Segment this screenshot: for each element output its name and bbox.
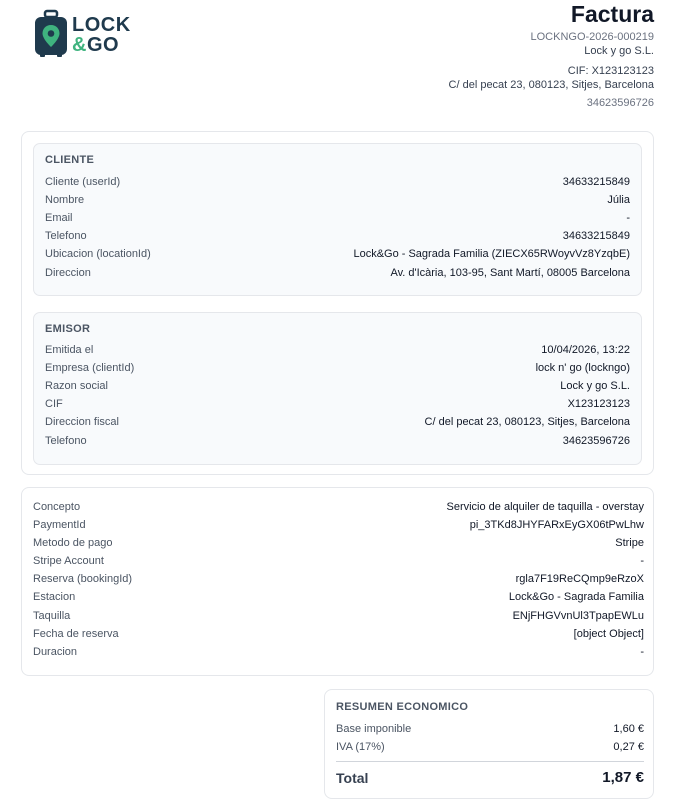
detail-row: [33, 588, 644, 606]
total-row: [336, 767, 644, 789]
row-label: Ubicacion (locationId): [45, 248, 151, 260]
emisor-row: [45, 341, 630, 359]
row-label: Concepto: [33, 501, 81, 513]
page-title: Factura: [570, 1, 654, 27]
row-value: X123123123: [567, 398, 630, 410]
row-value: lock n' go (lockngo): [535, 362, 630, 374]
row-label: Razon social: [45, 380, 108, 392]
detail-row: [33, 534, 644, 552]
row-value: Lock&Go - Sagrada Familia: [508, 591, 644, 603]
row-label: Direccion: [45, 267, 91, 279]
row-value: 34633215849: [562, 176, 630, 188]
cliente-row: [45, 173, 630, 191]
issuer-phone: 34623596726: [586, 97, 654, 109]
row-label: Taquilla: [33, 610, 71, 622]
row-label: Empresa (clientId): [45, 362, 135, 374]
emisor-title: EMISOR: [45, 323, 91, 335]
row-value: rgla7F19ReCQmp9eRzoX: [515, 573, 644, 585]
cliente-row: [45, 264, 630, 282]
row-value: 0,27 €: [613, 741, 644, 753]
row-value: -: [626, 212, 630, 224]
row-value: 10/04/2026, 13:22: [541, 344, 630, 356]
cliente-title: CLIENTE: [45, 154, 95, 166]
issuer-cif: CIF: X123123123: [567, 65, 654, 77]
row-label: Stripe Account: [33, 555, 104, 567]
row-label: Telefono: [45, 230, 87, 242]
emisor-row: [45, 432, 630, 450]
detail-row: [33, 498, 644, 516]
row-value: Stripe: [615, 537, 644, 549]
row-value: 34633215849: [562, 230, 630, 242]
row-label: Nombre: [45, 194, 85, 206]
row-value: Lock&Go - Sagrada Familia (ZIECX65RWoyvVz8YzqbE): [353, 248, 630, 260]
brand-wordmark: [72, 15, 131, 55]
detail-row: [33, 552, 644, 570]
row-label: Reserva (bookingId): [33, 573, 133, 585]
detail-row: [33, 643, 644, 661]
row-label: Email: [45, 212, 73, 224]
row-label: Cliente (userId): [45, 176, 121, 188]
summary-row: [336, 720, 644, 738]
row-label: Fecha de reserva: [33, 628, 119, 640]
detail-row: [33, 607, 644, 625]
row-label: CIF: [45, 398, 63, 410]
row-label: Emitida el: [45, 344, 94, 356]
total-label: Total: [336, 770, 369, 786]
emisor-row: [45, 395, 630, 413]
cliente-row: [45, 209, 630, 227]
row-value: Av. d'Icària, 103-95, Sant Martí, 08005 Barcelona: [390, 267, 630, 279]
emisor-section: [33, 312, 642, 465]
invoice-details-card: [21, 487, 654, 676]
row-label: Telefono: [45, 435, 87, 447]
emisor-row: [45, 359, 630, 377]
issuer-company: Lock y go S.L.: [584, 45, 654, 57]
row-value: 34623596726: [562, 435, 630, 447]
row-value: pi_3TKd8JHYFARxEyGX06tPwLhw: [469, 519, 644, 531]
emisor-row: [45, 413, 630, 431]
row-value: Júlia: [607, 194, 630, 206]
row-value: -: [640, 646, 644, 658]
row-label: Base imponible: [336, 723, 412, 735]
invoice-header: [449, 0, 654, 110]
logo-amp: &: [72, 34, 87, 56]
row-label: Metodo de pago: [33, 537, 113, 549]
row-label: PaymentId: [33, 519, 86, 531]
row-label: Duracion: [33, 646, 78, 658]
row-label: Direccion fiscal: [45, 416, 119, 428]
luggage-pin-icon: [34, 9, 68, 57]
cliente-row: [45, 191, 630, 209]
summary-row: [336, 738, 644, 756]
row-value: -: [640, 555, 644, 567]
cliente-section: [33, 143, 642, 296]
cliente-row: [45, 227, 630, 245]
brand-logo: [34, 9, 154, 59]
emisor-row: [45, 377, 630, 395]
detail-row: [33, 625, 644, 643]
issuer-address: C/ del pecat 23, 080123, Sitjes, Barcelona: [448, 79, 654, 91]
row-label: Estacion: [33, 591, 76, 603]
row-value: C/ del pecat 23, 080123, Sitjes, Barcelona: [424, 416, 630, 428]
row-label: IVA (17%): [336, 741, 385, 753]
parties-card: [21, 131, 654, 475]
cliente-row: [45, 245, 630, 263]
row-value: ENjFHGVvnUl3TpapEWLu: [512, 610, 644, 622]
row-value: 1,60 €: [613, 723, 644, 735]
total-value: 1,87 €: [602, 769, 644, 786]
summary-title: RESUMEN ECONOMICO: [336, 701, 469, 713]
invoice-id: LOCKNGO-2026-000219: [530, 31, 654, 43]
detail-row: [33, 570, 644, 588]
row-value: [object Object]: [573, 628, 644, 640]
row-value: Servicio de alquiler de taquilla - overstay: [446, 501, 644, 513]
row-value: Lock y go S.L.: [560, 380, 630, 392]
detail-row: [33, 516, 644, 534]
logo-line2: GO: [86, 34, 120, 56]
logo-line1: LOCK: [72, 14, 131, 36]
summary-card: [324, 689, 654, 799]
summary-divider: [336, 761, 644, 762]
